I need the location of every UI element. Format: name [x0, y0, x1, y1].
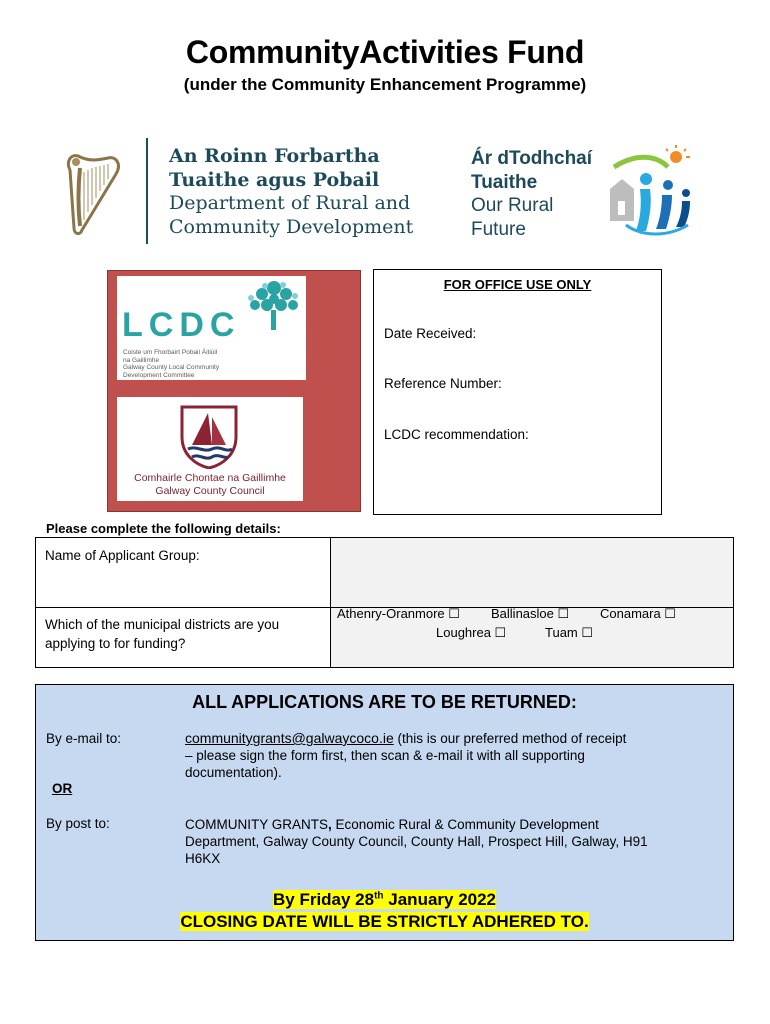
galway-council-irish-name: Comhairle Chontae na Gaillimhe [134, 472, 286, 484]
logo-divider [146, 138, 148, 244]
post-line-3: H6KX [185, 851, 221, 866]
district-question-line-1: Which of the municipal districts are you [45, 617, 280, 632]
reference-number-label: Reference Number: [384, 376, 502, 391]
department-logo [169, 145, 413, 239]
applicant-group-label: Name of Applicant Group: [45, 548, 200, 563]
page-title: CommunityActivities Fund [185, 34, 585, 70]
district-loughrea-checkbox[interactable]: Loughrea ☐ [436, 625, 507, 640]
lcdc-caption-line-2: na Gaillimhe [123, 356, 160, 364]
rural-future-english-line-2: Future [471, 218, 526, 240]
harp-emblem-icon [64, 148, 126, 240]
email-note-2: – please sign the form first, then scan & e-mail it with all supporting [185, 748, 585, 763]
deadline-sup: th [374, 890, 384, 901]
deadline-notice [36, 885, 733, 933]
email-note-1: (this is our preferred method of receipt [393, 731, 627, 746]
deadline-date [273, 890, 496, 909]
galway-council-english-name: Galway County Council [155, 485, 265, 497]
rural-future-logo [471, 147, 592, 241]
lcdc-caption-line-1: Coiste um Fhorbairt Pobail Áitiúil [123, 349, 218, 356]
post-line-2: Department, Galway County Council, County Hall, Prospect Hill, Galway, H91 [185, 834, 648, 849]
email-note-3: documentation). [185, 765, 282, 780]
lcdc-logo-name: LCDC [122, 306, 241, 344]
applicant-group-input[interactable] [334, 540, 732, 606]
post-line-1 [185, 816, 725, 833]
rural-future-irish-line-2: Tuaithe [471, 171, 538, 193]
post-label: By post to: [46, 816, 110, 831]
department-irish-line-2: Tuaithe agus Pobail [169, 168, 380, 191]
closing-notice: CLOSING DATE WILL BE STRICTLY ADHERED TO. [180, 911, 589, 931]
table-column-divider [330, 538, 331, 667]
return-instructions-box [35, 684, 734, 941]
department-irish-line-1: An Roinn Forbartha [169, 145, 380, 167]
district-tuam-checkbox[interactable]: Tuam ☐ [545, 625, 594, 640]
deadline-post: January 2022 [383, 889, 497, 909]
date-received-label: Date Received: [384, 326, 477, 341]
lcdc-caption-line-4: Development Committee [123, 371, 195, 379]
return-title: ALL APPLICATIONS ARE TO BE RETURNED: [192, 692, 577, 712]
post-separator: , [328, 817, 336, 832]
district-question-line-2: applying to for funding? [45, 636, 186, 651]
district-ballinasloe-checkbox[interactable]: Ballinasloe ☐ [491, 606, 570, 621]
municipal-district-question [45, 615, 279, 653]
department-english-line-2: Community Development [169, 215, 414, 238]
post-line-1-text: Economic Rural & Community Development [335, 817, 599, 832]
rural-future-english-line-1: Our Rural [471, 195, 554, 216]
office-use-box [373, 269, 662, 515]
closing-line [36, 911, 733, 933]
office-use-title: FOR OFFICE USE ONLY [443, 277, 592, 292]
deadline-pre: By Friday 28 [272, 889, 375, 909]
or-separator: OR [52, 781, 73, 796]
district-conamara-checkbox[interactable]: Conamara ☐ [600, 606, 676, 621]
lcdc-recommendation-label: LCDC recommendation: [384, 427, 529, 442]
email-link[interactable]: communitygrants@galwaycoco.ie [185, 730, 394, 746]
post-address [185, 816, 725, 867]
deadline-date-line [36, 885, 733, 911]
details-heading: Please complete the following details: [46, 521, 281, 536]
galway-council-crest-icon [178, 403, 240, 469]
lcdc-logo [117, 276, 306, 380]
lcdc-logo-caption [123, 349, 253, 379]
email-line-1 [185, 730, 725, 747]
email-label: By e-mail to: [46, 731, 122, 746]
email-instructions [185, 730, 725, 781]
post-bold: COMMUNITY GRANTS [185, 817, 329, 832]
page-subtitle: (under the Community Enhancement Programme) [183, 75, 587, 94]
lcdc-tree-icon [245, 278, 303, 330]
department-english-line-1: Department of Rural and [169, 192, 411, 214]
galway-council-logo [117, 397, 303, 501]
lcdc-caption-line-3: Galway County Local Community [123, 364, 220, 371]
rural-future-irish-line-1: Ár dTodhchaí [471, 148, 593, 169]
district-athenry-oranmore-checkbox[interactable]: Athenry-Oranmore ☐ [337, 606, 460, 621]
applicant-details-table [35, 537, 734, 668]
rural-future-people-icon [606, 145, 696, 237]
